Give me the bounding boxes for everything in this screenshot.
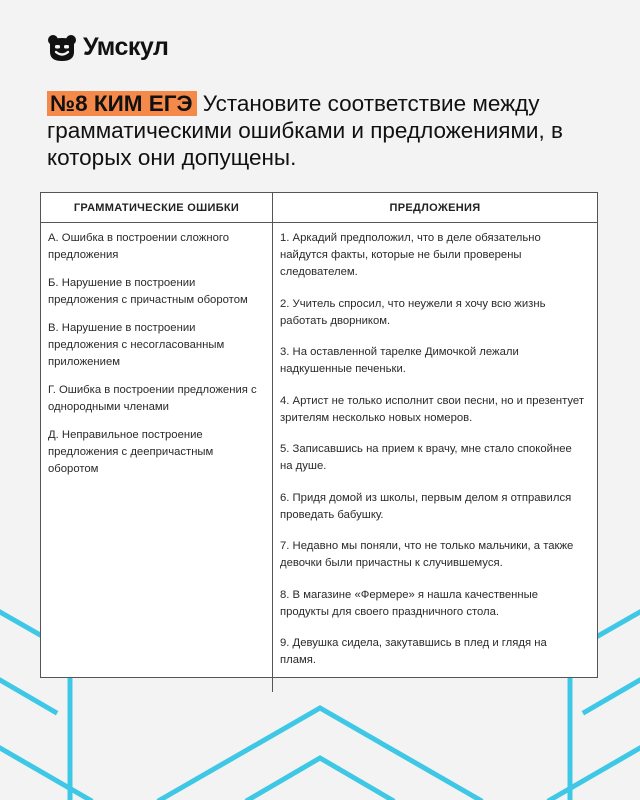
errors-column (41, 223, 273, 692)
sentence-item: 6. Придя домой из школы, первым делом я отправился проведать бабушку. (280, 491, 572, 521)
error-item: Б. Нарушение в построении предложения с причастным оборотом (48, 277, 248, 306)
matching-table (40, 192, 598, 678)
error-item: А. Ошибка в построении сложного предложения (48, 232, 230, 261)
deco-line (550, 748, 640, 800)
task-number-badge: №8 КИМ ЕГЭ (47, 91, 197, 116)
sentence-item: 4. Артист не только исполнит свои песни, но и презентует зрителям несколько новых номеров. (280, 394, 585, 424)
task-text: Установите соответствие между грамматическими ошибками и предложениями, в которых они допущены. (47, 91, 563, 170)
sentence-item: 1. Аркадий предположил, что в деле обязательно найдутся факты, которые не были проверены следователем. (280, 232, 541, 278)
sentence-item: 9. Девушка сидела, закутавшись в плед и глядя на пламя. (280, 637, 547, 666)
sentence-item: 3. На оставленной тарелке Димочкой лежали надкушенные печеньки. (280, 346, 519, 375)
brand-name: Умскул (83, 33, 169, 61)
deco-line (0, 748, 90, 800)
deco-line (248, 758, 392, 800)
sentence-item: 2. Учитель спросил, что неужели я хочу всю жизнь работать дворником. (280, 297, 546, 327)
bear-logo-icon (47, 34, 77, 62)
deco-line (160, 708, 480, 800)
error-item: Д. Неправильное построение предложения с деепричастным оборотом (48, 429, 214, 475)
error-item: В. Нарушение в построении предложения с несогласованным приложением (48, 322, 225, 368)
task-heading (47, 90, 607, 171)
sentence-item: 7. Недавно мы поняли, что не только мальчики, а также девочки были причастны к случившемуся. (280, 540, 574, 569)
brand-logo (47, 33, 168, 62)
sentence-item: 5. Записавшись на прием к врачу, мне стало спокойнее на душе. (280, 443, 572, 472)
error-item: Г. Ошибка в построении предложения с однородными членами (48, 384, 257, 413)
sentence-item: 8. В магазине «Фермере» я нашла качественные продукты для своего праздничного стола. (280, 588, 539, 618)
sentences-column (273, 223, 597, 692)
column-header-errors: ГРАММАТИЧЕСКИЕ ОШИБКИ (41, 193, 273, 223)
column-header-sentences: ПРЕДЛОЖЕНИЯ (273, 193, 597, 223)
